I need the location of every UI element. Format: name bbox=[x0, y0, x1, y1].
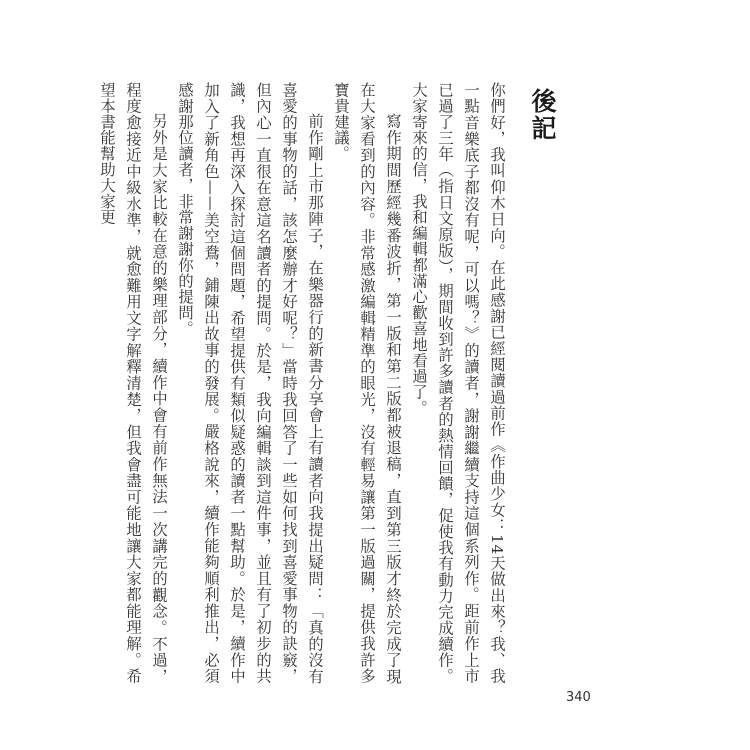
paragraph-2: 寫作期間歷經幾番波折，第一版和第二版都被退稿，直到第三版才終於完成了現在大家看到的內容。非常感激編輯精準的眼光，沒有輕易讓第一版過關，提供我許多寶貴建議。 bbox=[332, 82, 402, 684]
page-number: 340 bbox=[566, 690, 591, 705]
chapter-title: 後記 bbox=[528, 88, 557, 142]
body-text bbox=[94, 82, 510, 684]
paragraph-3: 前作剛上市那陣子，在樂器行的新書分享會上有讀者向我提出疑問：「真的沒有喜愛的事物的話，該怎麼辦才好呢？」當時我回答了一些如何找到喜愛事物的訣竅，但內心一直很在意這名讀者的提問。於是，我向編輯談到這件事，並且有了初步的共識，我想再深入探討這個問題，希望提供有類似疑惑的讀者一點幫助。於是，續作中加入了新角色——美空鴦，鋪陳出故事的發展。嚴格說來，續作能夠順利推出，必須感謝那位讀者，非常謝謝你的提問。 bbox=[176, 82, 324, 684]
paragraph-4: 另外是大家比較在意的樂理部分，續作中會有前作無法一次講完的觀念。不過，程度愈接近中級水準，就愈難用文字解釋清楚，但我會盡可能地讓大家都能理解。希望本書能幫助大家更 bbox=[98, 82, 168, 684]
paragraph-1: 你們好，我叫仰木日向。在此感謝已經閱讀過前作《作曲少女：14天做出來？我、我一點音樂底子都沒有呢，可以嗎？》的讀者，謝謝繼續支持這個系列作。距前作上市已過了三年（指日文原版），期間收到許多讀者的熱情回饋，促使我有動力完成續作。大家寄來的信，我和編輯都滿心歡喜地看過了。 bbox=[410, 82, 506, 684]
